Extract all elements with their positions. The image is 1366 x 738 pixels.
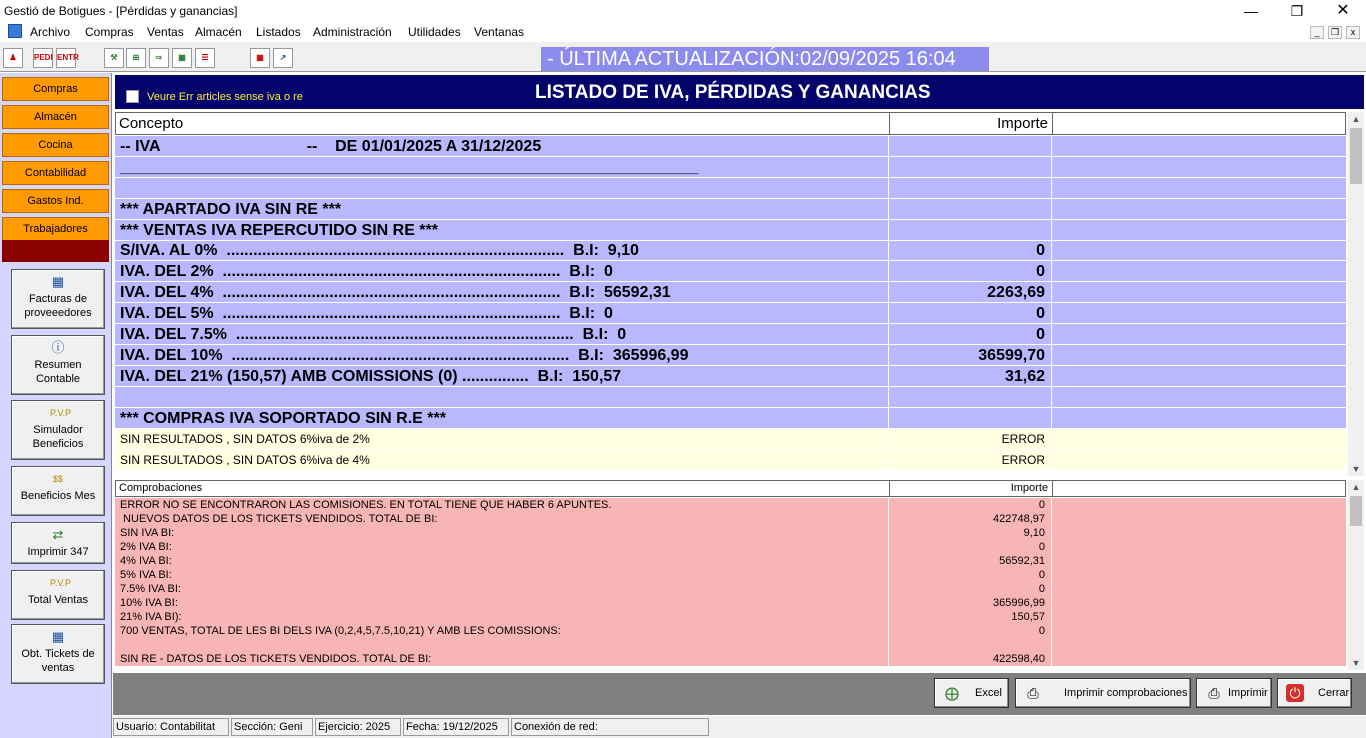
importe-cell bbox=[889, 178, 1052, 198]
print-button[interactable] bbox=[1196, 678, 1272, 708]
scroll-up-icon[interactable]: ▲ bbox=[1351, 114, 1361, 124]
concepto-cell bbox=[115, 387, 889, 407]
pvp-icon: P.V.P bbox=[50, 578, 72, 588]
table-row[interactable] bbox=[115, 157, 1346, 178]
menu-archivo[interactable]: Archivo bbox=[30, 25, 71, 39]
total-ventas-label: Total Ventas bbox=[28, 594, 88, 606]
concepto-cell: -- IVA -- DE 01/01/2025 A 31/12/2025 bbox=[115, 136, 889, 156]
comprobacion-cell: 21% IVA BI): bbox=[115, 610, 889, 624]
check-grid-scrollbar[interactable] bbox=[1348, 480, 1364, 670]
last-update-banner: - ÚLTIMA ACTUALIZACIÓN:02/09/2025 16:04 bbox=[541, 47, 989, 71]
comprobacion-cell bbox=[115, 638, 889, 652]
table-row[interactable] bbox=[115, 199, 1346, 220]
menu-ventanas[interactable]: Ventanas bbox=[474, 25, 525, 39]
imprimir-347-button[interactable] bbox=[11, 522, 105, 564]
check-row[interactable] bbox=[115, 624, 1346, 638]
scroll-up-icon[interactable]: ▲ bbox=[1351, 482, 1361, 492]
check-importe-cell: 0 bbox=[889, 582, 1052, 596]
title-bar bbox=[0, 0, 1366, 22]
table-row[interactable] bbox=[115, 241, 1346, 261]
nav-cocina[interactable]: Cocina bbox=[2, 133, 109, 157]
minimize-icon[interactable]: — bbox=[1244, 3, 1258, 19]
check-importe-cell bbox=[889, 638, 1052, 652]
simulador-beneficios-button[interactable] bbox=[11, 400, 105, 460]
mdi-close-icon[interactable]: x bbox=[1346, 26, 1360, 39]
status-section: Sección: Geni bbox=[231, 718, 313, 736]
check-row[interactable] bbox=[115, 568, 1346, 582]
print-checks-button[interactable] bbox=[1015, 678, 1191, 708]
total-ventas-button[interactable] bbox=[11, 570, 105, 620]
grid-cross-icon[interactable]: ⊞ bbox=[126, 48, 146, 68]
transfer-icon: ⇄ bbox=[52, 527, 64, 542]
facturas-proveedores-button[interactable] bbox=[11, 269, 105, 329]
nav-almacen[interactable]: Almacén bbox=[2, 105, 109, 129]
comprobacion-cell: 7.5% IVA BI: bbox=[115, 582, 889, 596]
col-importe[interactable]: Importe bbox=[890, 113, 1053, 134]
check-scroll-thumb[interactable] bbox=[1350, 496, 1362, 526]
close-label: Cerrar bbox=[1318, 687, 1350, 699]
check-row[interactable] bbox=[115, 610, 1346, 624]
printer-icon: ⎙ bbox=[1027, 685, 1039, 701]
check-importe-cell: 0 bbox=[889, 540, 1052, 554]
importe-cell: 2263,69 bbox=[889, 282, 1052, 302]
simulador-beneficios-label: Simulador Beneficios bbox=[32, 424, 84, 450]
importe-cell: 0 bbox=[889, 303, 1052, 323]
importe-cell bbox=[889, 136, 1052, 156]
report-panel bbox=[113, 73, 1366, 673]
importe-cell bbox=[889, 199, 1052, 219]
importe-cell: 0 bbox=[889, 261, 1052, 281]
left-nav bbox=[0, 73, 112, 738]
importe-cell: 0 bbox=[889, 324, 1052, 344]
comprobacion-cell: SIN IVA BI: bbox=[115, 526, 889, 540]
importe-cell: 31,62 bbox=[889, 366, 1052, 386]
table-row[interactable] bbox=[115, 408, 1346, 429]
nav-gastos-ind[interactable]: Gastos Ind. bbox=[2, 189, 109, 213]
report-header bbox=[115, 75, 1364, 109]
concepto-cell: SIN RESULTADOS , SIN DATOS 6%iva de 2% bbox=[115, 429, 889, 449]
export-icon[interactable]: ⇨ bbox=[149, 48, 169, 68]
show-errors-label: Veure Err articles sense iva o re bbox=[147, 91, 303, 103]
calendar-toolbar-icon[interactable]: ▦ bbox=[250, 48, 270, 68]
concepto-cell: S/IVA. AL 0% ............................................................................ B.I: 9,10 bbox=[115, 241, 889, 260]
check-row[interactable] bbox=[115, 652, 1346, 666]
check-row[interactable] bbox=[115, 554, 1346, 568]
info-icon: ⓘ bbox=[51, 340, 65, 355]
comprobacion-cell: 4% IVA BI: bbox=[115, 554, 889, 568]
comprobacion-cell: SIN RE - DATOS DE LOS TICKETS VENDIDOS. TOTAL DE BI: bbox=[115, 652, 889, 666]
chart-toolbar-icon[interactable]: ↗ bbox=[273, 48, 293, 68]
table-row[interactable] bbox=[115, 303, 1346, 324]
concepto-cell: IVA. DEL 4% ............................................................................ B.I: 56592,31 bbox=[115, 282, 889, 302]
entradas-icon[interactable]: ENTR bbox=[56, 48, 76, 68]
obt-tickets-label: Obt. Tickets de ventas bbox=[21, 648, 95, 674]
check-row[interactable] bbox=[115, 582, 1346, 596]
excel-icon: ⨁ bbox=[945, 685, 959, 701]
concepto-cell: SIN RESULTADOS , SIN DATOS 6%iva de 4% bbox=[115, 450, 889, 469]
check-row[interactable] bbox=[115, 638, 1346, 652]
concepto-cell: *** COMPRAS IVA SOPORTADO SIN R.E *** bbox=[115, 408, 889, 428]
check-row[interactable] bbox=[115, 540, 1346, 554]
col-comprobaciones[interactable]: Comprobaciones bbox=[116, 481, 890, 496]
check-row[interactable] bbox=[115, 526, 1346, 540]
nav-compras[interactable]: Compras bbox=[2, 77, 109, 101]
action-bar bbox=[113, 673, 1366, 715]
status-bar bbox=[113, 716, 1366, 738]
importe-cell: 36599,70 bbox=[889, 345, 1052, 365]
resumen-contable-label: Resumen Contable bbox=[34, 359, 82, 385]
comprobacion-cell: 10% IVA BI: bbox=[115, 596, 889, 610]
table-row[interactable] bbox=[115, 282, 1346, 303]
col-concepto[interactable]: Concepto bbox=[116, 113, 890, 134]
status-user: Usuario: Contabilitat bbox=[113, 718, 229, 736]
show-errors-checkbox[interactable] bbox=[126, 90, 139, 103]
beneficios-mes-button[interactable] bbox=[11, 466, 105, 516]
beneficios-mes-label: Beneficios Mes bbox=[20, 490, 96, 502]
print-label: Imprimir bbox=[1228, 687, 1268, 699]
power-icon: ⏻ bbox=[1286, 684, 1304, 702]
main-scroll-thumb[interactable] bbox=[1350, 128, 1362, 184]
main-grid-header bbox=[115, 112, 1346, 135]
excel-label: Excel bbox=[975, 687, 1002, 699]
menu-compras[interactable]: Compras bbox=[85, 25, 134, 39]
excel-button[interactable] bbox=[934, 678, 1009, 708]
menu-utilidades[interactable]: Utilidades bbox=[408, 25, 461, 39]
scroll-down-icon[interactable]: ▼ bbox=[1351, 658, 1361, 668]
menu-ventas[interactable]: Ventas bbox=[147, 25, 184, 39]
report-title: LISTADO DE IVA, PÉRDIDAS Y GANANCIAS bbox=[535, 82, 931, 103]
mdi-restore-icon[interactable]: ❐ bbox=[1328, 26, 1342, 39]
status-network: Conexión de red: bbox=[511, 718, 709, 736]
close-button[interactable] bbox=[1277, 678, 1352, 708]
concepto-cell: IVA. DEL 21% (150,57) AMB COMISSIONS (0) ............... B.I: 150,57 bbox=[115, 366, 889, 386]
importe-cell bbox=[889, 408, 1052, 428]
coste-icon: $$ bbox=[52, 474, 63, 484]
table-icon[interactable]: ▦ bbox=[172, 48, 192, 68]
calendar-icon: ▦ bbox=[51, 629, 65, 644]
check-importe-cell: 422748,97 bbox=[889, 512, 1052, 526]
menu-administracion[interactable]: Administración bbox=[313, 25, 392, 39]
comprobacion-cell: 2% IVA BI: bbox=[115, 540, 889, 554]
table-row[interactable] bbox=[115, 387, 1346, 408]
main-grid-scrollbar[interactable] bbox=[1348, 112, 1364, 476]
comprobacion-cell: ERROR NO SE ENCONTRARON LAS COMISIONES. EN TOTAL TIENE QUE HABER 6 APUNTES. bbox=[115, 498, 889, 512]
check-importe-cell: 150,57 bbox=[889, 610, 1052, 624]
check-row[interactable] bbox=[115, 498, 1346, 512]
concepto-cell bbox=[115, 178, 889, 198]
tools-icon[interactable]: ⚒ bbox=[104, 48, 124, 68]
check-importe-cell: 0 bbox=[889, 498, 1052, 512]
check-row[interactable] bbox=[115, 596, 1346, 610]
table-row[interactable] bbox=[115, 178, 1346, 199]
obt-tickets-button[interactable] bbox=[11, 624, 105, 684]
table-row[interactable] bbox=[115, 366, 1346, 387]
close-icon[interactable]: ✕ bbox=[1336, 2, 1350, 19]
importe-cell bbox=[889, 157, 1052, 177]
status-date: Fecha: 19/12/2025 bbox=[403, 718, 509, 736]
shelf-icon[interactable]: ☰ bbox=[195, 48, 215, 68]
check-importe-cell: 365996,99 bbox=[889, 596, 1052, 610]
comprobacion-cell: NUEVOS DATOS DE LOS TICKETS VENDIDOS. TOTAL DE BI: bbox=[115, 512, 889, 526]
concepto-cell: *** APARTADO IVA SIN RE *** bbox=[115, 199, 889, 219]
scroll-down-icon[interactable]: ▼ bbox=[1351, 464, 1361, 474]
menu-bar bbox=[0, 22, 1366, 42]
table-row[interactable] bbox=[115, 429, 1346, 450]
nav-contabilidad[interactable]: Contabilidad bbox=[2, 161, 109, 185]
importe-cell bbox=[889, 220, 1052, 240]
table-row[interactable] bbox=[115, 261, 1346, 282]
printer-icon: ⎙ bbox=[1208, 685, 1220, 701]
status-year: Ejercicio: 2025 bbox=[315, 718, 401, 736]
menu-almacen[interactable]: Almacén bbox=[195, 25, 242, 39]
col-check-importe[interactable]: Importe bbox=[890, 481, 1053, 496]
print-checks-label: Imprimir comprobaciones bbox=[1064, 687, 1188, 699]
nav-selected-bar bbox=[2, 240, 109, 262]
importe-cell: ERROR bbox=[889, 429, 1052, 449]
resumen-contable-button[interactable] bbox=[11, 335, 105, 395]
concepto-cell: *** VENTAS IVA REPERCUTIDO SIN RE *** bbox=[115, 220, 889, 240]
concepto-cell: IVA. DEL 7.5% ............................................................................ B.I: 0 bbox=[115, 324, 889, 344]
mdi-minimize-icon[interactable]: _ bbox=[1310, 26, 1324, 39]
check-importe-cell: 56592,31 bbox=[889, 554, 1052, 568]
app-menu-icon[interactable] bbox=[8, 24, 22, 38]
concepto-cell: IVA. DEL 5% ............................................................................ B.I: 0 bbox=[115, 303, 889, 323]
pvp-icon: P.V.P bbox=[50, 408, 72, 418]
check-grid-header bbox=[115, 480, 1346, 497]
table-row[interactable] bbox=[115, 136, 1346, 157]
table-row[interactable] bbox=[115, 220, 1346, 241]
calendar-icon: ▦ bbox=[51, 274, 65, 289]
pedidos-icon[interactable]: PEDI bbox=[33, 48, 53, 68]
table-row[interactable] bbox=[115, 450, 1346, 470]
table-row[interactable] bbox=[115, 324, 1346, 345]
window-title: Gestió de Botigues - [Pérdidas y ganancias] bbox=[4, 4, 238, 18]
check-importe-cell: 422598,40 bbox=[889, 652, 1052, 666]
comprobacion-cell: 5% IVA BI: bbox=[115, 568, 889, 582]
check-importe-cell: 9,10 bbox=[889, 526, 1052, 540]
menu-listados[interactable]: Listados bbox=[256, 25, 301, 39]
check-importe-cell: 0 bbox=[889, 624, 1052, 638]
concepto-cell: IVA. DEL 10% ............................................................................ B.I: 365996,99 bbox=[115, 345, 889, 365]
check-row[interactable] bbox=[115, 512, 1346, 526]
concepto-cell: _________________________________________________________________ bbox=[115, 157, 889, 177]
user-icon[interactable]: ♟ bbox=[3, 48, 23, 68]
importe-cell bbox=[889, 387, 1052, 407]
table-row[interactable] bbox=[115, 345, 1346, 366]
comprobacion-cell: 700 VENTAS, TOTAL DE LES BI DELS IVA (0,2,4,5,7.5,10,21) Y AMB LES COMISSIONS: bbox=[115, 624, 889, 638]
importe-cell: ERROR bbox=[889, 450, 1052, 469]
facturas-proveedores-label: Facturas de proveeedores bbox=[24, 293, 92, 319]
importe-cell: 0 bbox=[889, 241, 1052, 260]
check-importe-cell: 0 bbox=[889, 568, 1052, 582]
concepto-cell: IVA. DEL 2% ............................................................................ B.I: 0 bbox=[115, 261, 889, 281]
nav-trabajadores[interactable]: Trabajadores bbox=[2, 217, 109, 241]
imprimir-347-label: Imprimir 347 bbox=[27, 546, 89, 558]
restore-icon[interactable]: ❐ bbox=[1290, 3, 1304, 19]
